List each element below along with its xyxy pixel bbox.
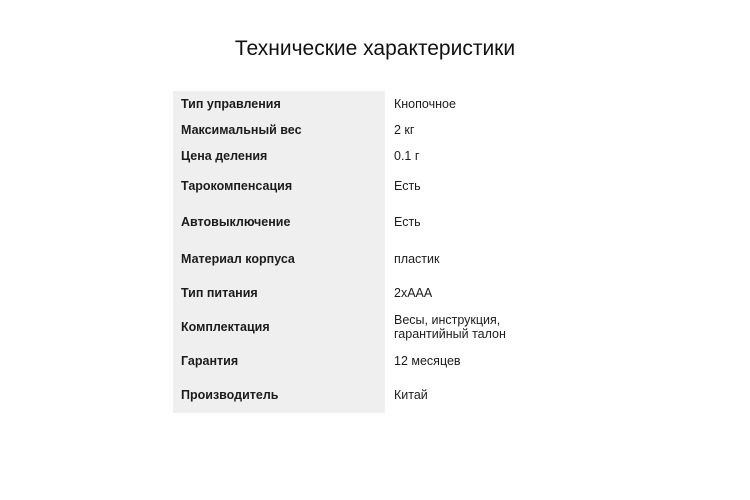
- spec-name: Тарокомпенсация: [173, 169, 385, 203]
- spec-value: 0.1 г: [394, 149, 420, 163]
- spec-row-power-type: [173, 277, 573, 309]
- spec-row-warranty: [173, 345, 573, 377]
- spec-table: [173, 91, 573, 413]
- spec-value: 12 месяцев: [394, 354, 461, 368]
- spec-row-package: [173, 309, 573, 345]
- spec-name: Тип питания: [173, 277, 385, 309]
- spec-value: пластик: [394, 252, 440, 266]
- spec-name: Цена деления: [173, 143, 385, 169]
- spec-row-control-type: [173, 91, 573, 117]
- spec-name: Автовыключение: [173, 203, 385, 241]
- spec-name: Тип управления: [173, 91, 385, 117]
- spec-value-line: гарантийный талон: [394, 327, 506, 341]
- spec-row-max-weight: [173, 117, 573, 143]
- spec-value: Есть: [394, 179, 421, 193]
- spec-value: Китай: [394, 388, 428, 402]
- spec-value: 2хААА: [394, 286, 433, 300]
- spec-value-line: Весы, инструкция,: [394, 313, 501, 327]
- spec-value: 2 кг: [394, 123, 415, 137]
- page-title: Технические характеристики: [234, 37, 516, 60]
- spec-value: [385, 309, 573, 345]
- spec-row-division: [173, 143, 573, 169]
- spec-row-body-material: [173, 241, 573, 277]
- spec-name: Материал корпуса: [173, 241, 385, 277]
- spec-row-manufacturer: [173, 377, 573, 413]
- spec-row-tare: [173, 169, 573, 203]
- spec-name: Комплектация: [173, 309, 385, 345]
- spec-row-auto-off: [173, 203, 573, 241]
- spec-name: Гарантия: [173, 345, 385, 377]
- spec-name: Производитель: [173, 377, 385, 413]
- spec-name: Максимальный вес: [173, 117, 385, 143]
- spec-value: Есть: [394, 215, 421, 229]
- spec-value: Кнопочное: [394, 97, 456, 111]
